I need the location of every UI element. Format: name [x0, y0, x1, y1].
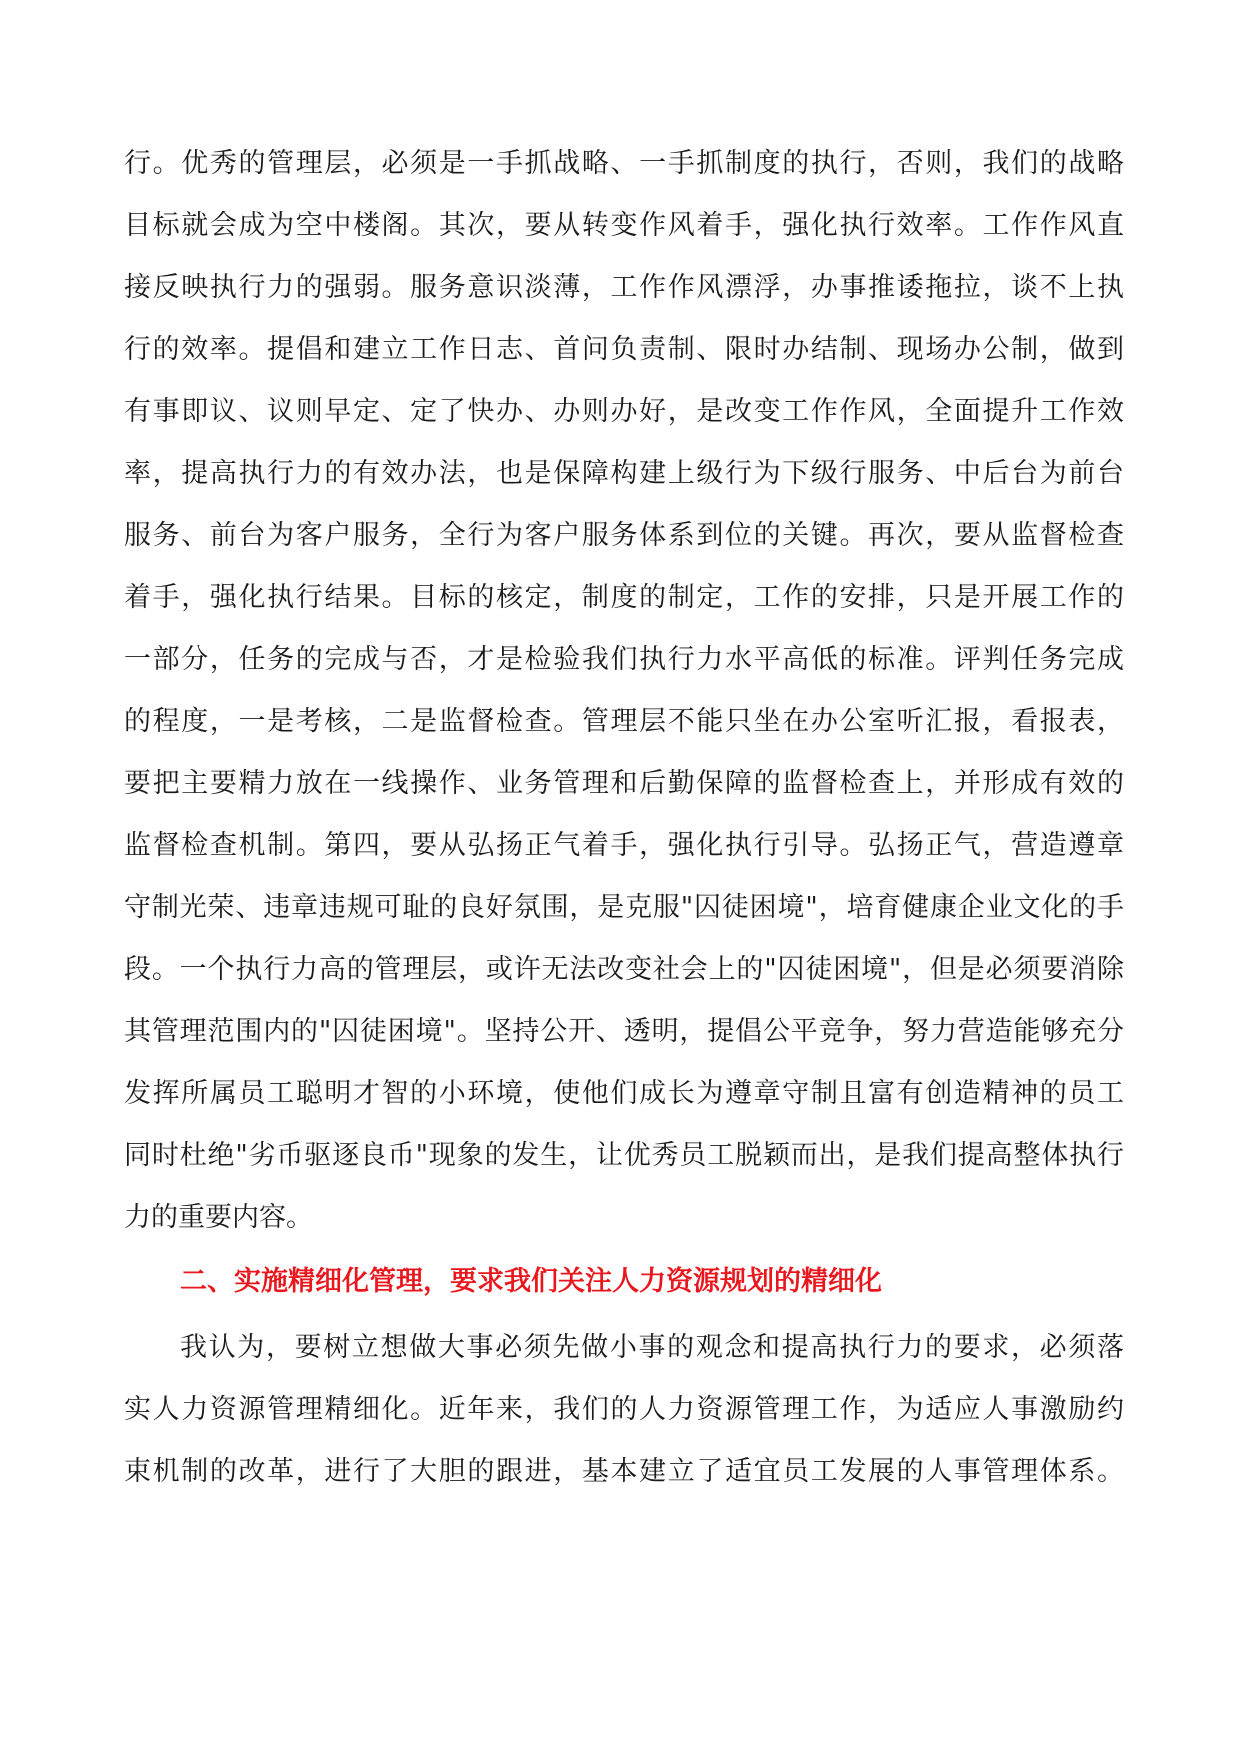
body-text-line: 我认为，要树立想做大事必须先做小事的观念和提高执行力的要求，必须落 — [180, 1332, 1124, 1363]
body-text-line: 监督检查机制。第四，要从弘扬正气着手，强化执行引导。弘扬正气，营造遵章 — [124, 830, 1124, 861]
body-text-line: 服务、前台为客户服务，全行为客户服务体系到位的关键。再次，要从监督检查 — [124, 520, 1124, 551]
body-text-line: 目标就会成为空中楼阁。其次，要从转变作风着手，强化执行效率。工作作风直 — [124, 210, 1124, 241]
body-text-line: 段。一个执行力高的管理层，或许无法改变社会上的"囚徒困境"，但是必须要消除 — [124, 954, 1124, 985]
body-text-line: 要把主要精力放在一线操作、业务管理和后勤保障的监督检查上，并形成有效的 — [124, 768, 1124, 799]
section-heading: 二、实施精细化管理，要求我们关注人力资源规划的精细化 — [180, 1266, 882, 1297]
body-text-line: 行。优秀的管理层，必须是一手抓战略、一手抓制度的执行，否则，我们的战略 — [124, 148, 1124, 179]
body-text-line: 接反映执行力的强弱。服务意识淡薄，工作作风漂浮，办事推诿拖拉，谈不上执 — [124, 272, 1124, 303]
body-text-line: 其管理范围内的"囚徒困境"。坚持公开、透明，提倡公平竞争，努力营造能够充分 — [124, 1016, 1124, 1047]
body-text-line: 实人力资源管理精细化。近年来，我们的人力资源管理工作，为适应人事激励约 — [124, 1394, 1124, 1425]
body-text-line: 发挥所属员工聪明才智的小环境，使他们成长为遵章守制且富有创造精神的员工 — [124, 1078, 1124, 1109]
body-text-line: 着手，强化执行结果。目标的核定，制度的制定，工作的安排，只是开展工作的 — [124, 582, 1124, 613]
body-text-line: 束机制的改革，进行了大胆的跟进，基本建立了适宜员工发展的人事管理体系。 — [124, 1456, 1124, 1487]
body-text-line: 率，提高执行力的有效办法，也是保障构建上级行为下级行服务、中后台为前台 — [124, 458, 1124, 489]
body-text-line: 有事即议、议则早定、定了快办、办则办好，是改变工作作风，全面提升工作效 — [124, 396, 1124, 427]
body-text-line: 一部分，任务的完成与否，才是检验我们执行力水平高低的标准。评判任务完成 — [124, 644, 1124, 675]
body-text-line: 的程度，一是考核，二是监督检查。管理层不能只坐在办公室听汇报，看报表， — [124, 706, 1124, 737]
body-text-line: 守制光荣、违章违规可耻的良好氛围，是克服"囚徒困境"，培育健康企业文化的手 — [124, 892, 1124, 923]
body-text-line: 同时杜绝"劣币驱逐良币"现象的发生，让优秀员工脱颖而出，是我们提高整体执行 — [124, 1140, 1124, 1171]
body-text-line: 行的效率。提倡和建立工作日志、首问负责制、限时办结制、现场办公制，做到 — [124, 334, 1124, 365]
body-text-line: 力的重要内容。 — [124, 1202, 313, 1233]
